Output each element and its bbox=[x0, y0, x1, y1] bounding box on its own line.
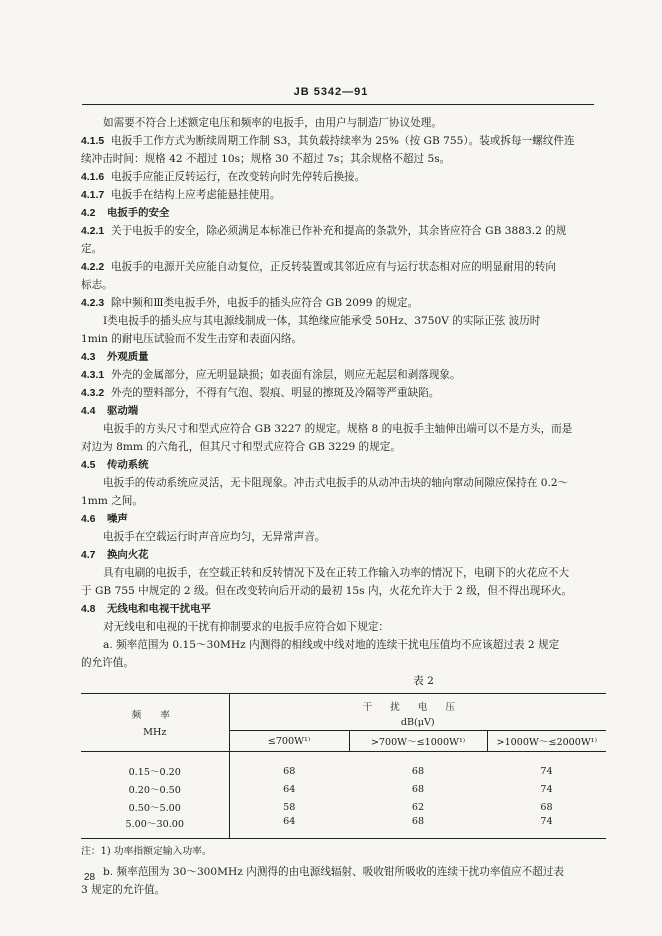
paragraph: 电扳手的传动系统应灵活，无卡阻现象。冲击式电扳手的从动冲击块的轴向窜动间隙应保持在 0.2～ bbox=[103, 477, 569, 489]
clause-number: 4.1.6 bbox=[81, 172, 105, 183]
unit-header: dB(μV) bbox=[400, 716, 435, 728]
paragraph: Ⅰ类电扳手的插头应与其电源线制成一体，其绝缘应能承受 50Hz、3750V 的实际正弦 波历时 bbox=[103, 315, 541, 327]
section-number: 4.8 bbox=[81, 604, 96, 615]
section-number: 4.4 bbox=[81, 406, 96, 417]
spacer bbox=[229, 752, 349, 763]
group-header: 干扰电压 bbox=[229, 694, 606, 715]
section-number: 4.7 bbox=[81, 550, 96, 561]
clause-continuation: 对边为 8mm 的六角孔，但其尺寸和型式应符合 GB 3229 的规定。 bbox=[81, 441, 401, 453]
value-cell: 58 bbox=[283, 801, 296, 813]
section-4-5 bbox=[81, 456, 606, 474]
clause-4-3-2 bbox=[81, 384, 606, 402]
value-cell: 68 bbox=[349, 816, 487, 839]
freq-cell: 5.00～30.00 bbox=[81, 816, 229, 839]
freq-header bbox=[81, 694, 229, 752]
page-body bbox=[81, 114, 606, 899]
table-note bbox=[81, 843, 606, 861]
freq-header-label: 频 率 bbox=[131, 710, 178, 721]
value-cell: 68 bbox=[411, 765, 425, 777]
value-cell: 64 bbox=[283, 783, 296, 795]
section-number: 4.2 bbox=[81, 208, 96, 219]
freq-cell: 0.50～5.00 bbox=[81, 798, 229, 816]
clause-text: 电扳手工作方式为断续周期工作制 S3，其负载持续率为 25%（按 GB 755）。装或拆每一螺纹件连 bbox=[111, 135, 575, 147]
value-cell: 62 bbox=[411, 801, 425, 813]
clause-number: 4.1.5 bbox=[81, 136, 105, 147]
header-rule bbox=[82, 104, 594, 105]
col-header-1: ≤700W¹⁾ bbox=[229, 731, 349, 752]
clause-number: 4.2.1 bbox=[81, 226, 105, 237]
clause-text: 除中频和Ⅲ类电扳手外，电扳手的插头应符合 GB 2099 的规定。 bbox=[111, 297, 419, 309]
document-header: JB 5342—91 bbox=[293, 86, 369, 98]
clause-number: 4.3.1 bbox=[81, 370, 105, 381]
freq-header-unit: MHz bbox=[143, 727, 167, 738]
table-row bbox=[81, 816, 606, 839]
section-4-3 bbox=[81, 348, 606, 366]
section-title: 外观质量 bbox=[107, 351, 149, 363]
value-cell: 74 bbox=[487, 816, 606, 839]
value-cell: 74 bbox=[540, 765, 553, 777]
paragraph: 如需要不符合上述额定电压和频率的电扳手，由用户与制造厂协议处理。 bbox=[103, 117, 442, 129]
clause-number: 4.3.2 bbox=[81, 388, 105, 399]
spacer bbox=[487, 752, 606, 763]
section-title: 传动系统 bbox=[107, 459, 149, 471]
section-number: 4.5 bbox=[81, 460, 96, 471]
clause-continuation: 的允许值。 bbox=[81, 657, 134, 669]
section-title: 噪声 bbox=[107, 513, 128, 525]
item-label: b. bbox=[103, 866, 114, 878]
clause-continuation: 1mm 之间。 bbox=[81, 495, 143, 507]
section-number: 4.6 bbox=[81, 514, 96, 525]
value-cell: 68 bbox=[411, 783, 425, 795]
clause-continuation: 1min 的耐电压试验而不发生击穿和表面闪络。 bbox=[81, 333, 303, 345]
value-cell: 68 bbox=[283, 765, 296, 777]
col-header-2: >700W～≤1000W¹⁾ bbox=[349, 731, 487, 752]
section-4-4 bbox=[81, 402, 606, 420]
clause-continuation: 续冲击时间：规格 42 不超过 10s；规格 30 不超过 7s；其余规格不超过 5s。 bbox=[81, 153, 451, 165]
section-title: 电扳手的安全 bbox=[107, 207, 170, 219]
clause-text: 电扳手在结构上应考虑能悬挂使用。 bbox=[111, 189, 281, 201]
clause-4-2-3 bbox=[81, 294, 606, 312]
table-row bbox=[81, 780, 606, 798]
page-number: 28 bbox=[84, 872, 96, 883]
value-cell: 74 bbox=[540, 783, 553, 795]
clause-number: 4.2.2 bbox=[81, 262, 105, 273]
section-4-6 bbox=[81, 510, 606, 528]
table-row bbox=[81, 762, 606, 780]
section-number: 4.3 bbox=[81, 352, 96, 363]
note-text: 1) 功率指额定输入功率。 bbox=[100, 846, 212, 857]
clause-4-1-6 bbox=[81, 168, 606, 186]
section-title: 驱动端 bbox=[107, 405, 139, 417]
paragraph: 具有电刷的电扳手，在空载正转和反转情况下及在正转工作输入功率的情况下，电刷下的火花应不大 bbox=[103, 567, 570, 579]
paragraph: 电扳手在空载运行时声音应均匀，无异常声音。 bbox=[103, 531, 326, 543]
section-title: 无线电和电视干扰电平 bbox=[107, 603, 211, 615]
value-cell: 68 bbox=[540, 801, 553, 813]
freq-cell: 0.20～0.50 bbox=[81, 780, 229, 798]
clause-text: 电扳手的电源开关应能自动复位，正反转装置或其邻近应有与运行状态相对应的明显耐用的转向 bbox=[111, 261, 556, 273]
clause-text: 关于电扳手的安全，除必须满足本标准已作补充和提高的条款外，其余皆应符合 GB 3883.2 的规 bbox=[111, 225, 567, 237]
item-label: a. bbox=[103, 639, 113, 651]
clause-4-1-7 bbox=[81, 186, 606, 204]
clause-continuation: 定。 bbox=[81, 243, 103, 255]
clause-number: 4.2.3 bbox=[81, 298, 105, 309]
clause-4-3-1 bbox=[81, 366, 606, 384]
spacer bbox=[349, 752, 487, 763]
section-title: 换向火花 bbox=[107, 549, 149, 561]
section-4-7 bbox=[81, 546, 606, 564]
paragraph: 对无线电和电视的干扰有抑制要求的电扳手应符合如下规定： bbox=[103, 621, 390, 633]
paragraph: 电扳手的方头尺寸和型式应符合 GB 3227 的规定。规格 8 的电扳手主轴伸出端可以不是方头，而是 bbox=[103, 423, 573, 435]
clause-continuation: 标志。 bbox=[81, 279, 113, 291]
table-row bbox=[81, 798, 606, 816]
value-cell: 64 bbox=[229, 816, 349, 839]
spacer bbox=[81, 752, 229, 763]
section-4-8 bbox=[81, 600, 606, 618]
clause-continuation: 3 规定的允许值。 bbox=[81, 884, 166, 896]
freq-cell: 0.15～0.20 bbox=[81, 762, 229, 780]
clause-continuation: 于 GB 755 中规定的 2 级。但在改变转向后开动的最初 15s 内，火花允许大于 2 级，但不得出现环火。 bbox=[81, 585, 573, 597]
clause-text: 外壳的金属部分，应无明显缺损；如表面有涂层，则应无起层和剥落现象。 bbox=[111, 369, 461, 381]
clause-4-2-2 bbox=[81, 258, 606, 276]
item-a bbox=[81, 636, 606, 654]
clause-text: 电扳手应能正反转运行，在改变转向时先停转后换接。 bbox=[111, 171, 366, 183]
item-text: 频率范围为 30～300MHz 内测得的由电源线辐射、吸收钳所吸收的连续干扰功率值应不超过表 bbox=[116, 866, 565, 878]
item-text: 频率范围为 0.15～30MHz 内测得的相线或中线对地的连续干扰电压值均不应该超过表 2 规定 bbox=[116, 639, 560, 651]
clause-text: 外壳的塑料部分，不得有气泡、裂痕、明显的擦斑及冷隔等严重缺陷。 bbox=[111, 387, 440, 399]
interference-table bbox=[81, 693, 606, 839]
clause-4-1-5 bbox=[81, 132, 606, 150]
clause-4-2-1 bbox=[81, 222, 606, 240]
clause-number: 4.1.7 bbox=[81, 190, 105, 201]
table-caption: 表 2 bbox=[413, 675, 434, 687]
note-label: 注： bbox=[81, 846, 101, 857]
col-header-3: >1000W～≤2000W¹⁾ bbox=[487, 731, 606, 752]
section-4-2 bbox=[81, 204, 606, 222]
item-b bbox=[81, 863, 606, 881]
